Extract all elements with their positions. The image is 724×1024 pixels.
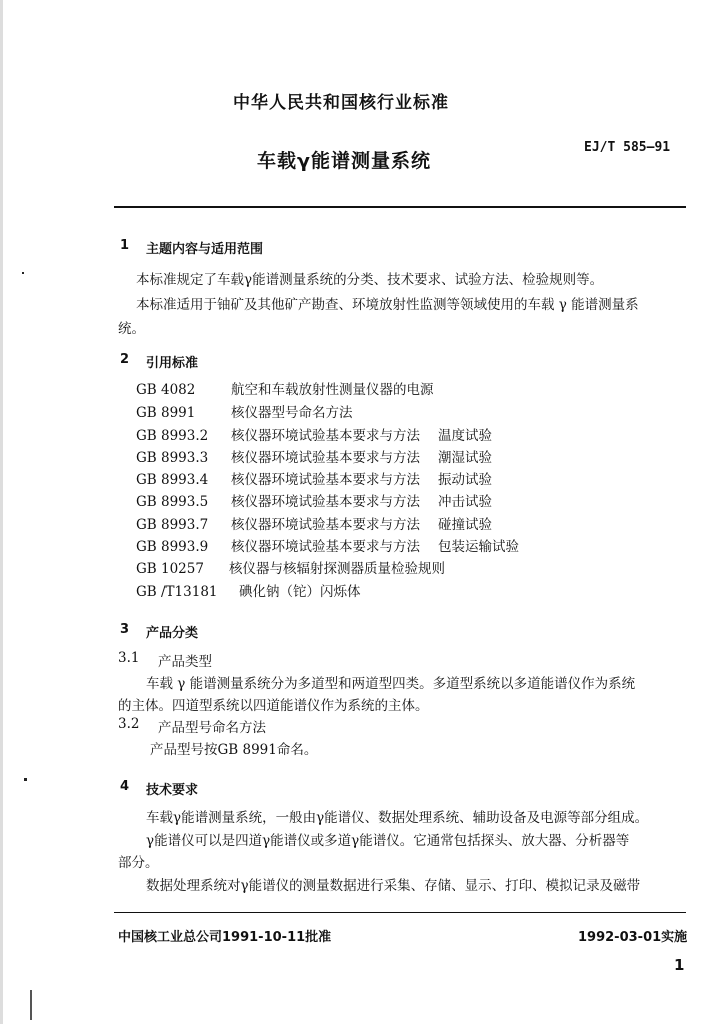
reference-code: GB 8993.9 bbox=[136, 539, 209, 555]
reference-subtitle: 碰撞试验 bbox=[438, 517, 492, 533]
reference-item bbox=[136, 468, 492, 488]
section-3-1-number: 3.1 bbox=[118, 650, 140, 666]
org-title: 中华人民共和国核行业标准 bbox=[233, 93, 449, 113]
reference-code: GB 8993.7 bbox=[136, 517, 209, 533]
reference-title: 核仪器环境试验基本要求与方法 bbox=[231, 494, 420, 510]
reference-subtitle: 温度试验 bbox=[438, 428, 492, 444]
reference-title: 核仪器环境试验基本要求与方法 bbox=[231, 472, 420, 488]
section-4-line3: 部分。 bbox=[118, 855, 159, 871]
reference-code: GB 10257 bbox=[136, 561, 204, 577]
reference-item bbox=[136, 557, 445, 577]
reference-subtitle: 冲击试验 bbox=[438, 494, 492, 510]
section-3-2-number: 3.2 bbox=[118, 716, 140, 732]
section-3-1-line1: 车载 γ 能谱测量系统分为多道型和两道型四类。多道型系统以多道能谱仪作为系统 bbox=[146, 676, 636, 692]
standard-number: EJ/T 585—91 bbox=[584, 140, 671, 155]
section-1-para2-line1: 本标准适用于铀矿及其他矿产勘查、环境放射性监测等领域使用的车载 γ 能谱测量系 bbox=[136, 297, 639, 313]
reference-title: 核仪器环境试验基本要求与方法 bbox=[231, 428, 420, 444]
approval-line: 中国核工业总公司1991-10-11批准 bbox=[118, 930, 332, 945]
reference-subtitle: 包装运输试验 bbox=[438, 539, 519, 555]
scan-speck bbox=[22, 272, 24, 274]
reference-title: 航空和车载放射性测量仪器的电源 bbox=[231, 382, 434, 398]
reference-subtitle: 振动试验 bbox=[438, 472, 492, 488]
reference-code: GB 8993.2 bbox=[136, 428, 209, 444]
section-1-para2-line2: 统。 bbox=[118, 321, 145, 337]
section-4-line1: 车载γ能谱测量系统，一般由γ能谱仪、数据处理系统、辅助设备及电源等部分组成。 bbox=[146, 810, 649, 826]
reference-item bbox=[136, 580, 361, 600]
reference-item bbox=[136, 513, 492, 533]
reference-code: GB 8993.5 bbox=[136, 494, 209, 510]
section-1-heading: 主题内容与适用范围 bbox=[146, 242, 264, 257]
header-rule bbox=[114, 206, 686, 208]
section-1-para1: 本标准规定了车载γ能谱测量系统的分类、技术要求、试验方法、检验规则等。 bbox=[136, 272, 604, 288]
reference-code: GB 8991 bbox=[136, 405, 196, 421]
reference-item bbox=[136, 378, 434, 398]
scan-speck bbox=[30, 990, 32, 1020]
section-4-line4: 数据处理系统对γ能谱仪的测量数据进行采集、存储、显示、打印、模拟记录及磁带 bbox=[146, 878, 641, 894]
section-3-heading: 产品分类 bbox=[146, 626, 199, 641]
reference-code: GB 8993.4 bbox=[136, 472, 209, 488]
section-3-2-heading: 产品型号命名方法 bbox=[158, 720, 266, 736]
section-1-number: 1 bbox=[120, 238, 130, 253]
doc-title: 车载γ能谱测量系统 bbox=[257, 150, 431, 172]
footer-rule bbox=[114, 912, 686, 913]
section-2-heading: 引用标准 bbox=[146, 356, 199, 371]
section-3-2-text: 产品型号按GB 8991命名。 bbox=[150, 742, 318, 758]
reference-item bbox=[136, 401, 353, 421]
section-2-number: 2 bbox=[120, 352, 130, 367]
reference-title: 核仪器型号命名方法 bbox=[231, 405, 353, 421]
scan-edge bbox=[0, 0, 3, 1024]
reference-title: 核仪器环境试验基本要求与方法 bbox=[231, 517, 420, 533]
reference-item bbox=[136, 490, 492, 510]
scan-speck bbox=[24, 778, 27, 781]
reference-code: GB 4082 bbox=[136, 382, 196, 398]
reference-code: GB /T13181 bbox=[136, 584, 218, 600]
reference-subtitle: 潮湿试验 bbox=[438, 450, 492, 466]
reference-title: 核仪器环境试验基本要求与方法 bbox=[231, 450, 420, 466]
reference-title: 核仪器与核辐射探测器质量检验规则 bbox=[229, 561, 445, 577]
page-number: 1 bbox=[674, 956, 685, 974]
section-4-line2: γ能谱仪可以是四道γ能谱仪或多道γ能谱仪。它通常包括探头、放大器、分析器等 bbox=[146, 833, 630, 849]
reference-item bbox=[136, 446, 492, 466]
reference-item bbox=[136, 535, 519, 555]
section-3-1-heading: 产品类型 bbox=[158, 654, 212, 670]
section-3-1-line2: 的主体。四道型系统以四道能谱仪作为系统的主体。 bbox=[118, 698, 429, 714]
section-4-heading: 技术要求 bbox=[146, 783, 199, 798]
reference-title: 核仪器环境试验基本要求与方法 bbox=[231, 539, 420, 555]
section-3-number: 3 bbox=[120, 622, 130, 637]
effective-date: 1992-03-01实施 bbox=[578, 930, 688, 945]
reference-item bbox=[136, 424, 492, 444]
reference-code: GB 8993.3 bbox=[136, 450, 209, 466]
reference-title: 碘化钠（铊）闪烁体 bbox=[239, 584, 361, 600]
section-4-number: 4 bbox=[120, 779, 130, 794]
